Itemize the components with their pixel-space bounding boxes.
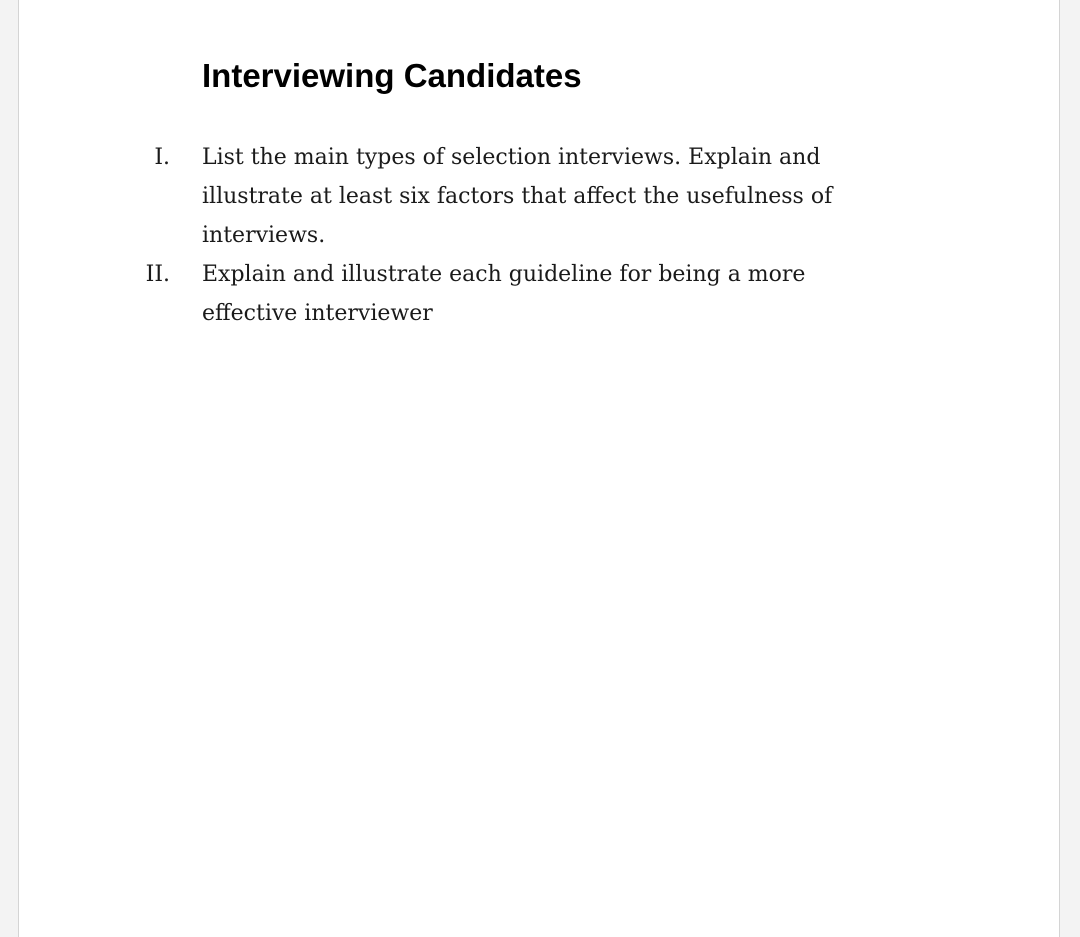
document-title: Interviewing Candidates xyxy=(202,57,582,94)
question-text: List the main types of selection interviews. Explain and illustrate at least six factors that affect the usefulness of interviews. xyxy=(202,145,833,248)
question-item-2 xyxy=(129,255,889,333)
question-list xyxy=(129,138,889,333)
question-number: II. xyxy=(145,262,170,287)
question-number: I. xyxy=(154,145,170,170)
question-text: Explain and illustrate each guideline for being a more effective interviewer xyxy=(202,262,806,326)
question-item-1 xyxy=(129,138,889,255)
document-page xyxy=(18,0,1060,937)
